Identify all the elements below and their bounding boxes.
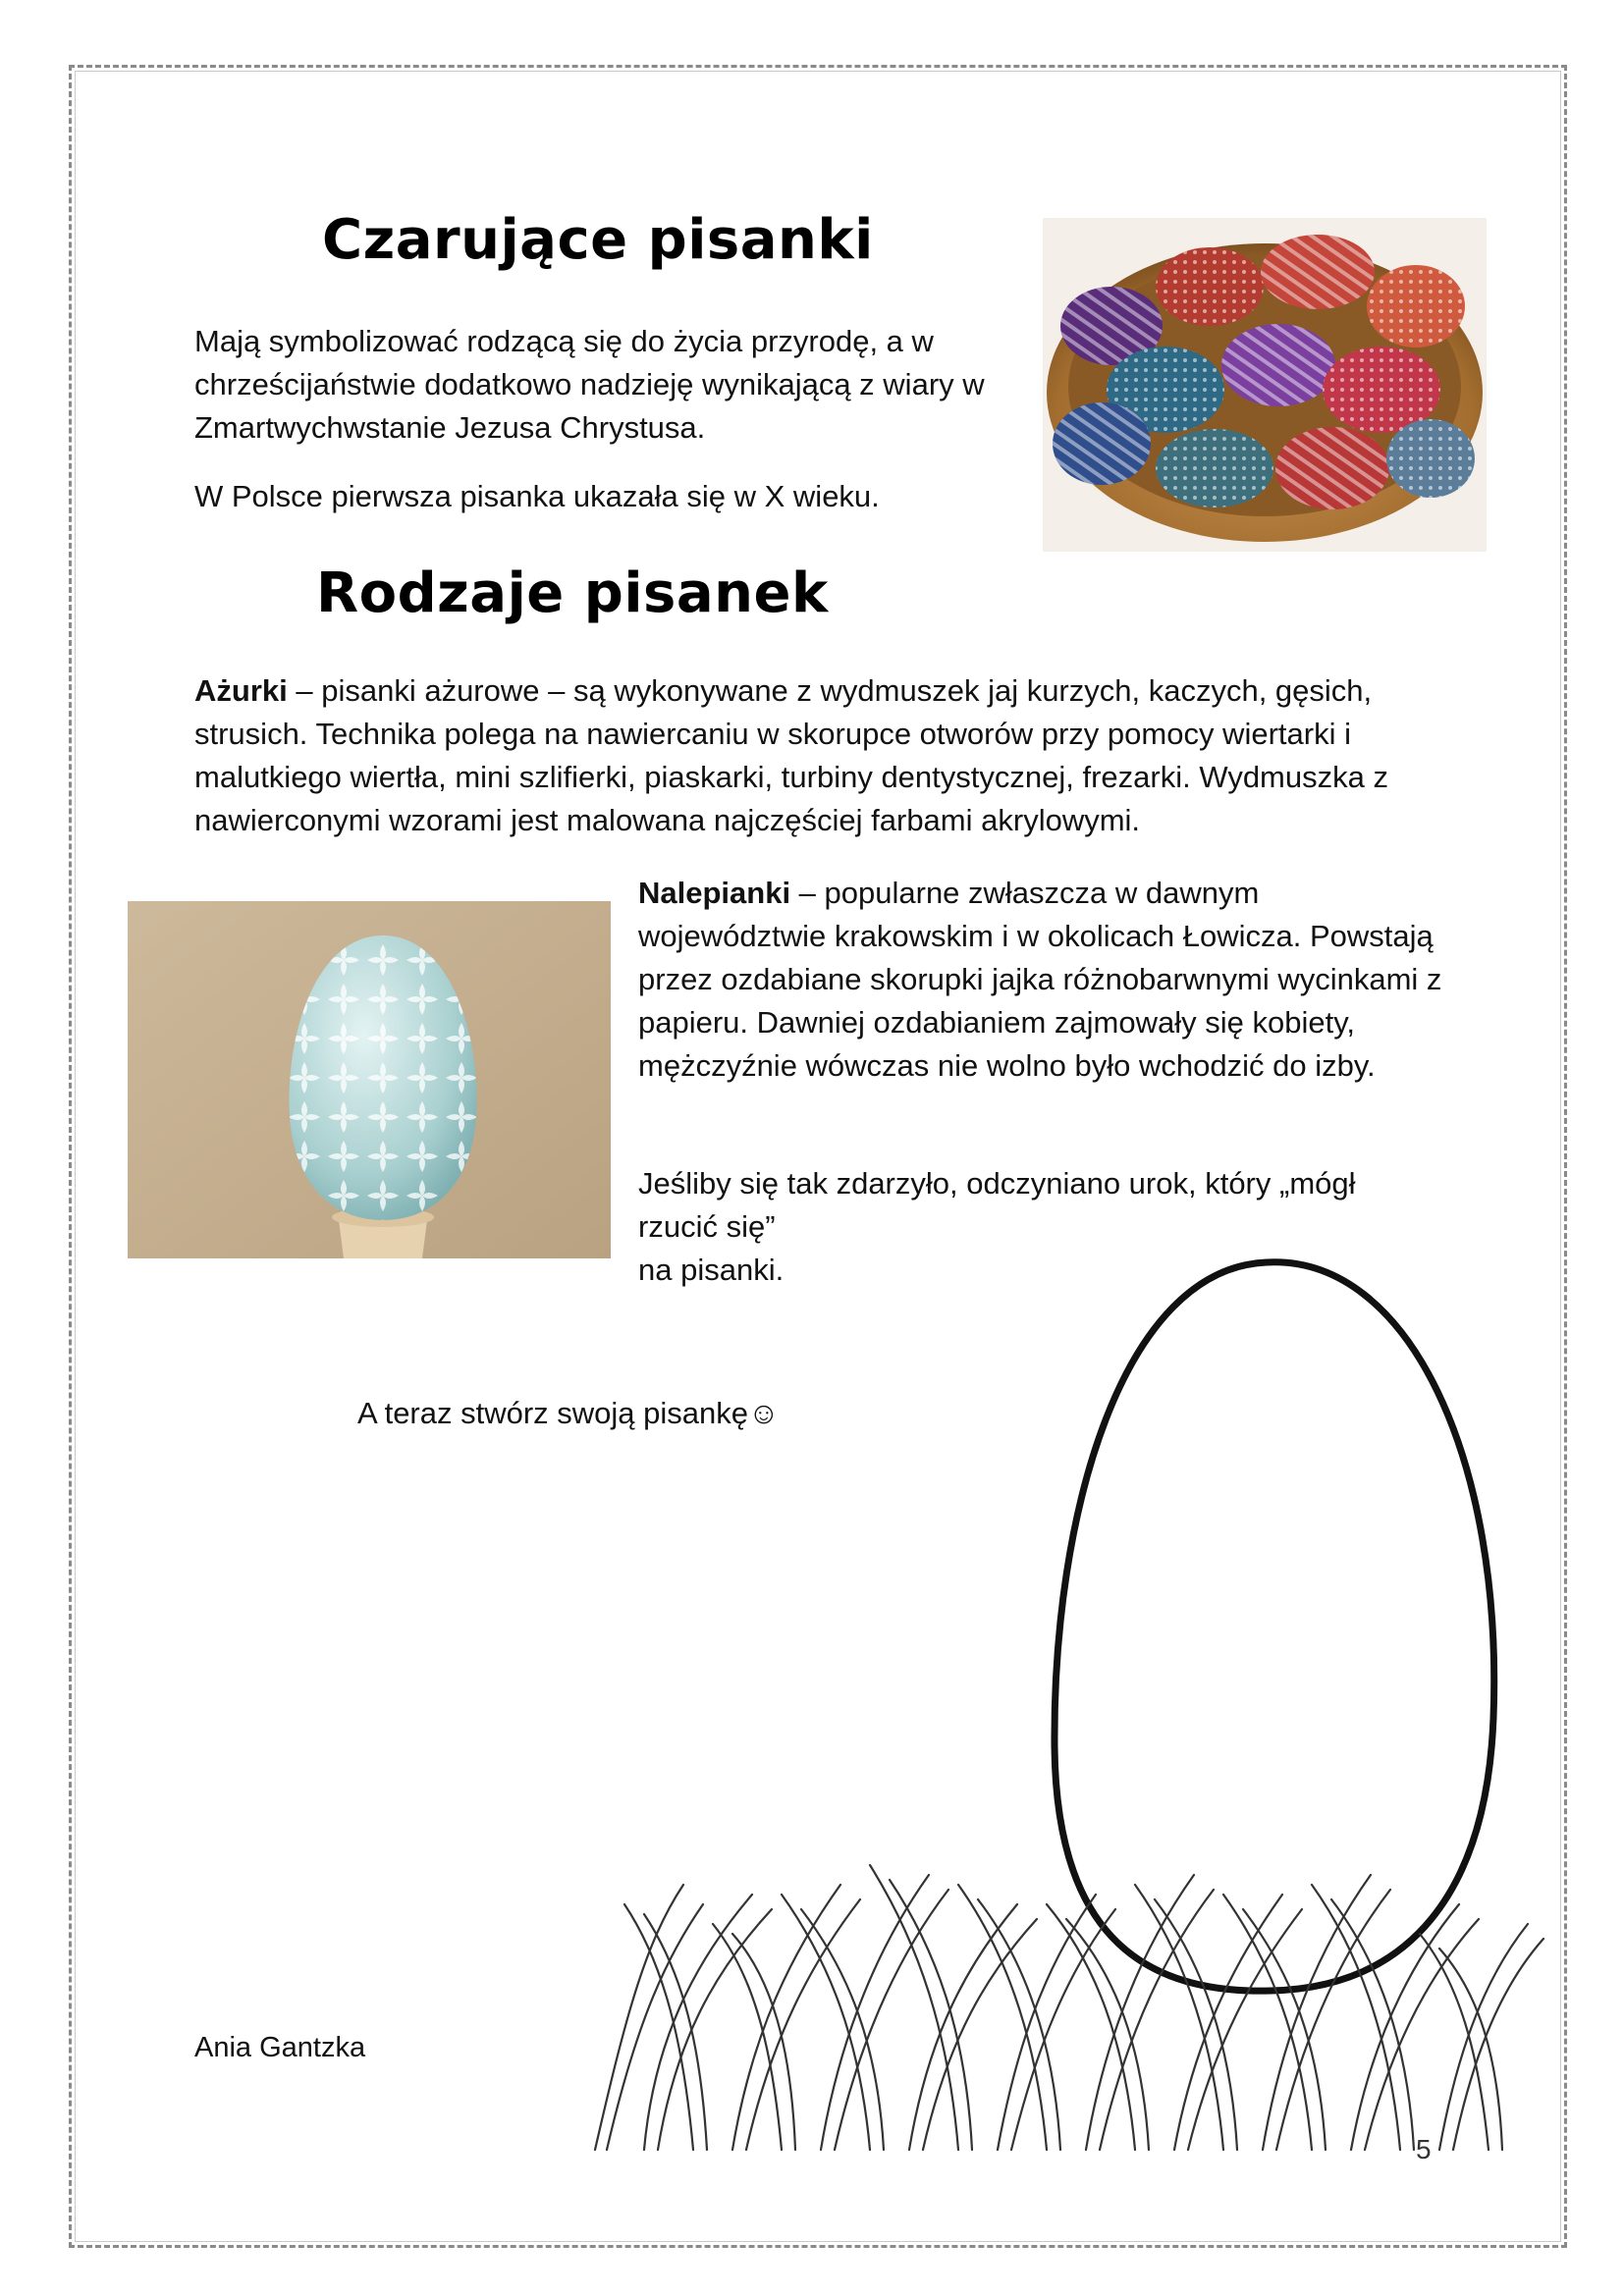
- page-number: 5: [1416, 2134, 1432, 2164]
- nalepianki-paragraph: [638, 872, 1443, 1088]
- folklore-line-2: rzucić się”: [638, 1209, 776, 1244]
- author-name: Ania Gantzka: [194, 2032, 366, 2063]
- coloring-egg-drawing: [585, 1256, 1567, 2160]
- easter-eggs-basket-image: [1043, 218, 1487, 552]
- azurki-term: Ażurki: [194, 673, 288, 708]
- azurki-description: – pisanki ażurowe – są wykonywane z wydmuszek jaj kurzych, kaczych, gęsich, strusich. Technika polega na nawiercaniu w skorupce otworów przy pomocy wiertarki i malutkiego wiertła, mini szlifierki, piaskarki, turbiny dentystycznej, frezarki. Wydmuszka z nawierconymi wzorami jest malowana najczęściej farbami akrylowymi.: [194, 673, 1388, 837]
- page-title: Czarujące pisanki: [322, 208, 874, 272]
- nalepianki-term: Nalepianki: [638, 876, 791, 910]
- activity-prompt: A teraz stwórz swoją pisankę☺: [357, 1396, 780, 1430]
- history-paragraph: W Polsce pierwsza pisanka ukazała się w X wieku.: [194, 479, 880, 513]
- intro-paragraph: Mają symbolizować rodzącą się do życia przyrodę, a w chrześcijaństwie dodatkowo nadzieję wynikającą z wiary w Zmartwychwstanie Jezusa Chrystusa.: [194, 324, 985, 445]
- folklore-line-1: Jeśliby się tak zdarzyło, odczyniano urok, który „mógł: [638, 1166, 1356, 1201]
- azurki-paragraph: [194, 669, 1461, 842]
- folklore-line-3: na pisanki.: [638, 1253, 785, 1287]
- nalepianki-description: – popularne zwłaszcza w dawnym województwie krakowskim i w okolicach Łowicza. Powstają przez ozdabiane skorupki jajka różnobarwnymi wycinkami z papieru. Dawniej ozdabianiem zajmowały się kobiety, mężczyźnie wówczas nie wolno było wchodzić do izby.: [638, 876, 1442, 1083]
- openwork-egg-image: [128, 901, 611, 1258]
- section-title: Rodzaje pisanek: [316, 561, 829, 625]
